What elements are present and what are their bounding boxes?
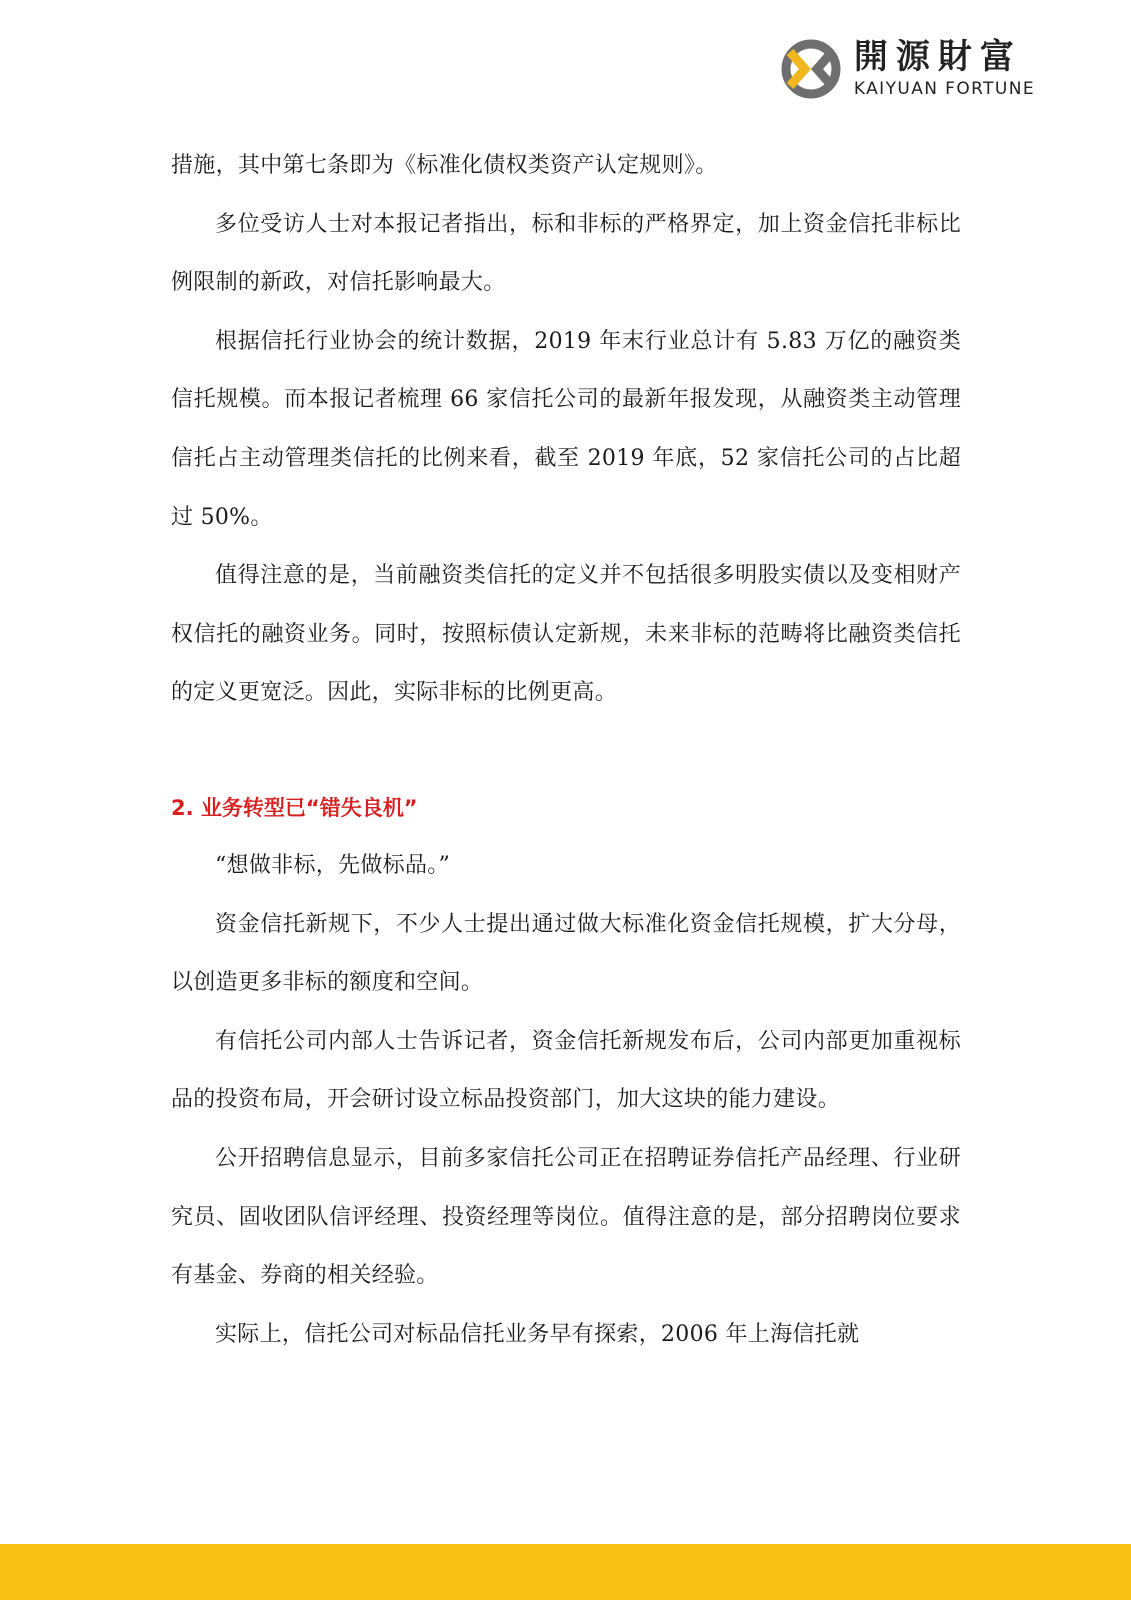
kaiyuan-logo-icon <box>780 38 842 100</box>
paragraph: 实际上，信托公司对标品信托业务早有探索，2006 年上海信托就 <box>215 1321 860 1347</box>
section-heading: 2. 业务转型已“错失良机” <box>171 795 418 820</box>
paragraph: 措施，其中第七条即为《标准化债权类资产认定规则》。 <box>171 153 718 178</box>
footer-bar <box>0 1544 1131 1600</box>
logo-chinese-name: 開源財富 <box>853 37 1022 77</box>
kaiyuan-logo <box>780 38 1035 100</box>
quote-paragraph: “想做非标，先做标品。” <box>215 852 451 878</box>
paragraph: 资金信托新规下，不少人士提出通过做大标准化资金信托规模，扩大分母，以创造更多非标的额度和空间。 <box>171 911 961 996</box>
article-body <box>171 137 961 1364</box>
paragraph: 有信托公司内部人士告诉记者，资金信托新规发布后，公司内部更加重视标品的投资布局，开会研讨设立标品投资部门，加大这块的能力建设。 <box>171 1028 961 1113</box>
paragraph: 多位受访人士对本报记者指出，标和非标的严格界定，加上资金信托非标比例限制的新政，对信托影响最大。 <box>171 211 961 296</box>
paragraph: 公开招聘信息显示，目前多家信托公司正在招聘证券信托产品经理、行业研究员、固收团队信评经理、投资经理等岗位。值得注意的是，部分招聘岗位要求有基金、券商的相关经验。 <box>171 1145 961 1289</box>
paragraph: 根据信托行业协会的统计数据，2019 年末行业总计有 5.83 万亿的融资类信托规模。而本报记者梳理 66 家信托公司的最新年报发现，从融资类主动管理信托占主动管理类信托的比例来看，截至 2019 年底，52 家信托公司的占比超过 50%。 <box>171 328 961 530</box>
logo-english-name: KAIYUAN FORTUNE <box>853 79 1035 99</box>
paragraph: 值得注意的是，当前融资类信托的定义并不包括很多明股实债以及变相财产权信托的融资业务。同时，按照标债认定新规，未来非标的范畴将比融资类信托的定义更宽泛。因此，实际非标的比例更高。 <box>171 563 961 706</box>
